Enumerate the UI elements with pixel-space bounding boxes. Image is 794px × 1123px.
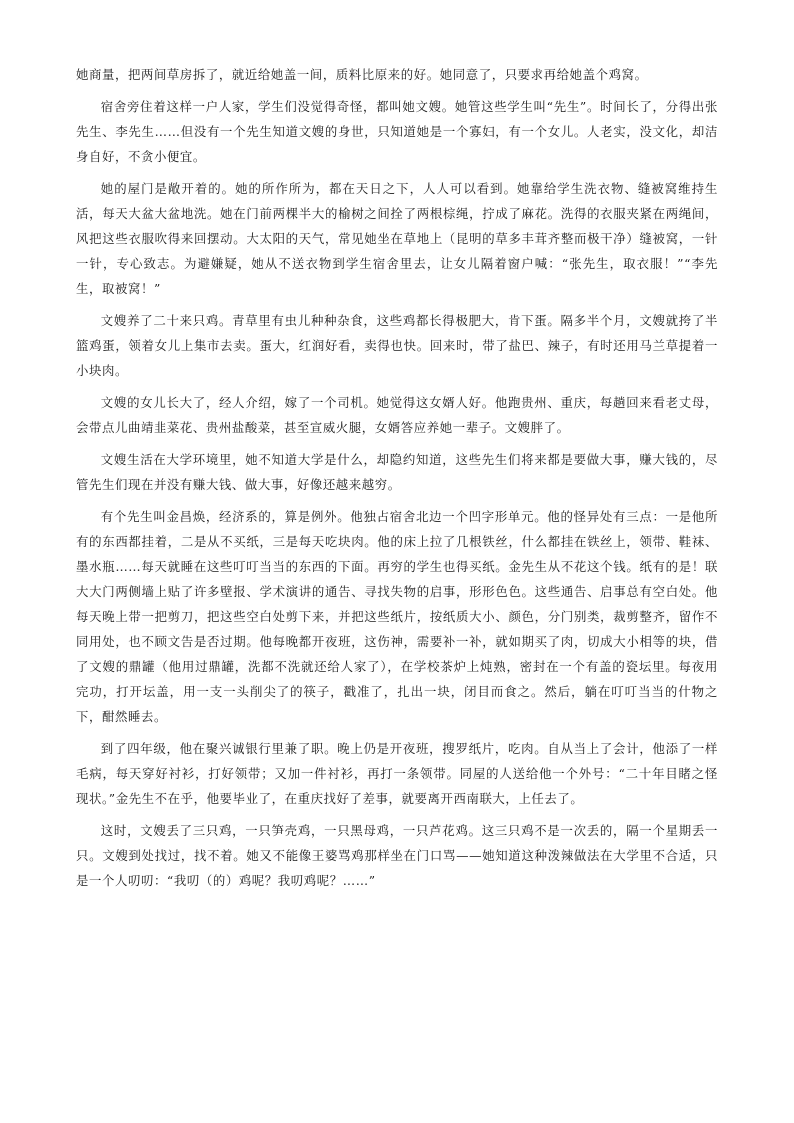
paragraph-7: 有个先生叫金昌焕，经济系的，算是例外。他独占宿舍北边一个凹字形单元。他的怪异处有三点：一是他所有的东西都挂着，二是从不买纸，三是每天吃块肉。他的床上拉了几根铁丝，什么都挂在铁丝上，领带、鞋袜、墨水瓶……每天就睡在这些叮叮当当的东西的下面。再穷的学生也得买纸。金先生从不花这个钱。纸有的是！联大大门两侧墙上贴了许多壁报、学术演讲的通告、寻找失物的启事，形形色色。这些通告、启事总有空白处。他每天晚上带一把剪刀，把这些空白处剪下来，并把这些纸片，按纸质大小、颜色，分门别类，裁剪整齐，留作不同用处，也不顾文告是否过期。他每晚都开夜班，这伤神，需要补一补，就如期买了肉，切成大小相等的块，借了文嫂的鼎罐（他用过鼎罐，洗都不洗就还给人家了），在学校茶炉上炖熟，密封在一个有盖的瓷坛里。每夜用完功，打开坛盖，用一支一头削尖了的筷子，戳准了，扎出一块，闭目而食之。然后，躺在叮叮当当的什物之下，酣然睡去。 [76,509,718,724]
paragraph-3: 她的屋门是敞开着的。她的所作所为，都在天日之下，人人可以看到。她靠给学生洗衣物、缝被窝维持生活，每天大盆大盆地洗。她在门前两棵半大的榆树之间拴了两根棕绳，拧成了麻花。洗得的衣服夹紧在两绳间，风把这些衣服吹得来回摆动。大太阳的天气，常见她坐在草地上（昆明的草多丰茸齐整而极干净）缝被窝，一针一针，专心致志。为避嫌疑，她从不送衣物到学生宿舍里去，让女儿隔着窗户喊：“张先生，取衣服！”“李先生，取被窝！” [76,181,718,296]
paragraph-1: 她商量，把两间草房拆了，就近给她盖一间，质料比原来的好。她同意了，只要求再给她盖个鸡窝。 [76,67,648,82]
paragraph-4: 文嫂养了二十来只鸡。青草里有虫儿种种杂食，这些鸡都长得极肥大，肯下蛋。隔多半个月，文嫂就挎了半篮鸡蛋，领着女儿上集市去卖。蛋大，红润好看，卖得也快。回来时，带了盐巴、辣子，有时还用马兰草提着一小块肉。 [76,313,718,378]
document-page [76,62,718,900]
paragraph-2: 宿舍旁住着这样一户人家，学生们没觉得奇怪，都叫她文嫂。她管这些学生叫“先生”。时间长了，分得出张先生、李先生……但没有一个先生知道文嫂的身世，只知道她是一个寡妇，有一个女儿。人老实，没文化，却洁身自好，不贪小便宜。 [76,99,718,164]
paragraph-5: 文嫂的女儿长大了，经人介绍，嫁了一个司机。她觉得这女婿人好。他跑贵州、重庆，每趟回来看老丈母，会带点儿曲靖韭菜花、贵州盐酸菜，甚至宣威火腿，女婿答应养她一辈子。文嫂胖了。 [76,395,718,435]
paragraph-9: 这时，文嫂丢了三只鸡，一只笋壳鸡，一只黑母鸡，一只芦花鸡。这三只鸡不是一次丢的，隔一个星期丢一只。文嫂到处找过，找不着。她又不能像王婆骂鸡那样坐在门口骂——她知道这种泼辣做法在大学里不合适，只是一个人叨叨：“我叨（的）鸡呢？我叨鸡呢？……” [76,823,718,888]
paragraph-6: 文嫂生活在大学环境里，她不知道大学是什么，却隐约知道，这些先生们将来都是要做大事，赚大钱的，尽管先生们现在并没有赚大钱、做大事，好像还越来越穷。 [76,452,718,492]
paragraph-8: 到了四年级，他在聚兴诚银行里兼了职。晚上仍是开夜班，搜罗纸片，吃肉。自从当上了会计，他添了一样毛病，每天穿好衬衫，打好领带；又加一件衬衫，再打一条领带。同屋的人送给他一个外号：“二十年目睹之怪现状。”金先生不在乎，他要毕业了，在重庆找好了差事，就要离开西南联大，上任去了。 [76,741,718,806]
